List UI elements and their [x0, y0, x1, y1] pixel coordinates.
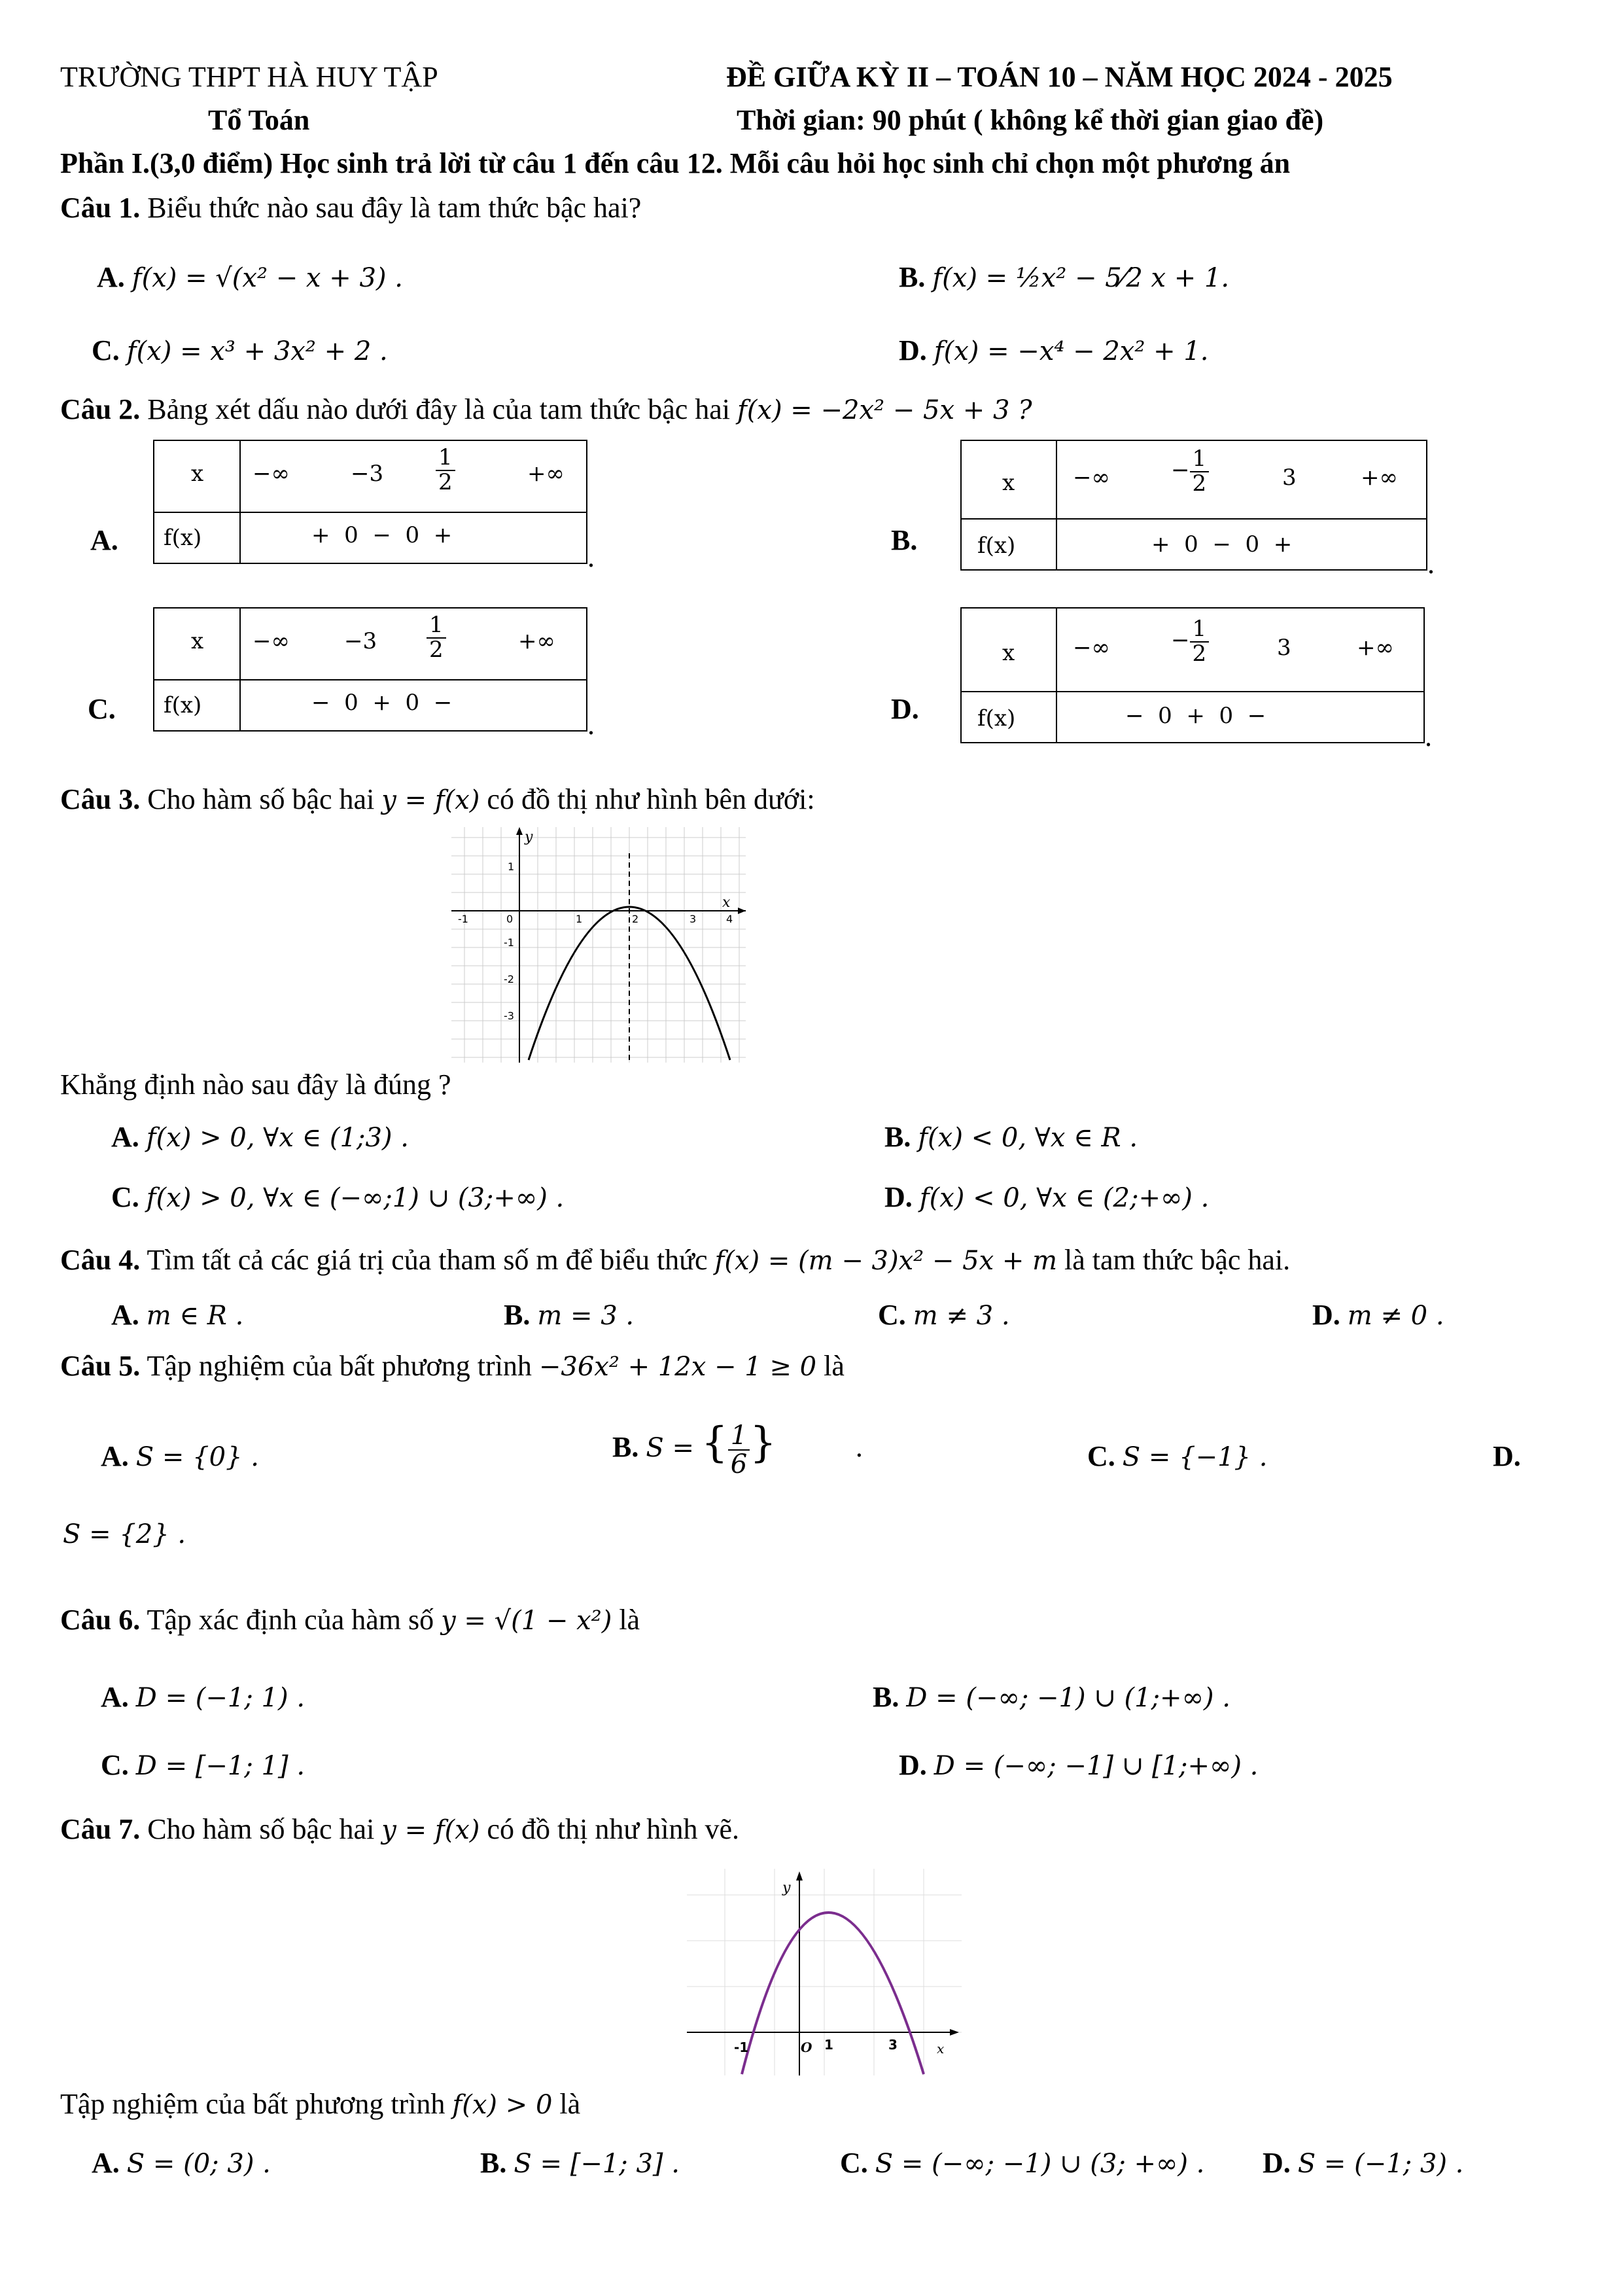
- option-label: A.: [111, 1121, 139, 1153]
- table-cell: + 0 − 0 +: [311, 522, 453, 548]
- tick-label: 4: [726, 913, 733, 925]
- x-axis-arrow-icon: [738, 908, 746, 914]
- q7-graph: [687, 1869, 962, 2075]
- tick-label: 2: [632, 913, 639, 925]
- question-4: [60, 1243, 1290, 1277]
- question-label: Câu 1.: [60, 192, 141, 224]
- question-text: Tập nghiệm của bất phương trình: [147, 1350, 532, 1382]
- option-label: D.: [899, 334, 927, 366]
- question-text: Tìm tất cả các giá trị của tham số m để biểu thức: [147, 1244, 708, 1276]
- option-text: D = (−∞; −1] ∪ [1;+∞) .: [934, 1751, 1259, 1781]
- question-text: Cho hàm số bậc hai: [147, 1813, 375, 1845]
- q4-option-d: [1312, 1298, 1444, 1332]
- sign-table-a: [153, 440, 587, 564]
- table-cell: −3: [344, 628, 377, 654]
- question-text: Bảng xét dấu nào dưới đây là của tam thức bậc hai: [147, 393, 731, 425]
- table-cell: − 0 + 0 −: [1125, 703, 1266, 729]
- option-text: f(x) = −x⁴ − 2x² + 1.: [934, 336, 1209, 366]
- question-text: là tam thức bậc hai.: [1064, 1244, 1291, 1276]
- question-text: Tập nghiệm của bất phương trình: [60, 2088, 445, 2120]
- question-expr: f(x) = −2x² − 5x + 3 ?: [737, 395, 1032, 425]
- option-label: C.: [840, 2147, 868, 2179]
- table-cell: $\frac{1}{2}$: [427, 614, 446, 662]
- option-text: f(x) = √(x² − x + 3) .: [131, 263, 403, 293]
- q6-option-b: [873, 1680, 1230, 1714]
- option-text: D = (−1; 1) .: [135, 1683, 305, 1713]
- table-header-fx: f(x): [977, 705, 1016, 732]
- question-expr: y = f(x): [381, 785, 480, 815]
- table-cell: 3: [1277, 635, 1291, 661]
- q2-option-a-label: A.: [90, 524, 118, 556]
- q5-option-d: [63, 1517, 186, 1550]
- table-cell: + 0 − 0 +: [1151, 531, 1293, 557]
- question-expr: y = f(x): [381, 1815, 480, 1845]
- option-text: S =: [646, 1433, 694, 1463]
- option-label: D.: [1493, 1440, 1521, 1472]
- option-text: S = {−1} .: [1122, 1442, 1268, 1472]
- option-label: D.: [1263, 2147, 1291, 2179]
- q3-option-c: [111, 1180, 564, 1214]
- table-cell: +∞: [518, 628, 555, 654]
- option-label: B.: [504, 1299, 531, 1331]
- q6-option-d: [899, 1748, 1258, 1782]
- tick-label: -1: [458, 913, 468, 925]
- q3-option-a: [111, 1120, 409, 1154]
- option-label: C.: [111, 1181, 139, 1213]
- option-text: f(x) = ½x² − 5⁄2 x + 1.: [932, 263, 1230, 293]
- question-label: Câu 2.: [60, 393, 141, 425]
- x-label: x: [937, 2041, 945, 2057]
- question-2: [60, 393, 1032, 426]
- q3-question: Khẳng định nào sau đây là đúng ?: [60, 1069, 451, 1101]
- q3-option-b: [884, 1120, 1138, 1154]
- option-text: D = (−∞; −1) ∪ (1;+∞) .: [906, 1683, 1230, 1713]
- question-expr: f(x) = (m − 3)x² − 5x + m: [714, 1246, 1058, 1276]
- q1-option-c: [92, 334, 388, 367]
- option-text: m = 3 .: [537, 1301, 635, 1331]
- option-text: S = (0; 3) .: [126, 2149, 271, 2179]
- tick-label: -1: [734, 2040, 749, 2055]
- question-5: [60, 1349, 845, 1383]
- question-expr: y = √(1 − x²): [441, 1606, 612, 1636]
- sign-table-c: [153, 607, 587, 732]
- option-label: A.: [101, 1681, 129, 1713]
- tick-label: 1: [824, 2037, 833, 2053]
- q2-option-b-label: B.: [891, 524, 918, 556]
- option-label: B.: [899, 261, 926, 293]
- table-header-x: x: [191, 628, 204, 654]
- table-header-fx: f(x): [164, 525, 202, 551]
- x-label: x: [722, 894, 731, 911]
- exam-title: ĐỀ GIỮA KỲ II – TOÁN 10 – NĂM HỌC 2024 - 2025: [726, 61, 1393, 93]
- part1-title: Phần I.(3,0 điểm) Học sinh trả lời từ câu 1 đến câu 12. Mỗi câu hỏi học sinh chỉ chọn một phương án: [60, 147, 1291, 179]
- y-label: y: [525, 829, 533, 845]
- table-header-fx: f(x): [977, 533, 1016, 559]
- q1-option-b: [899, 260, 1229, 294]
- question-text: Tập xác định của hàm số: [147, 1604, 434, 1636]
- table-cell: +∞: [1357, 635, 1394, 661]
- option-text: S = [−1; 3] .: [514, 2149, 680, 2179]
- q7-option-d: [1263, 2146, 1463, 2180]
- question-label: Câu 3.: [60, 783, 141, 815]
- question-text: là: [619, 1604, 640, 1636]
- exam-time: Thời gian: 90 phút ( không kể thời gian giao đề): [737, 104, 1324, 136]
- option-text: m ∈ R .: [146, 1301, 244, 1331]
- question-3: [60, 783, 815, 816]
- table-cell: −∞: [1073, 635, 1110, 661]
- q3-grid: [451, 827, 746, 1063]
- option-text: f(x) < 0, ∀x ∈ (2;+∞) .: [919, 1183, 1210, 1213]
- option-label: C.: [878, 1299, 906, 1331]
- option-label: C.: [1087, 1440, 1115, 1472]
- table-cell: 3: [1282, 465, 1297, 491]
- question-expr: −36x² + 12x − 1 ≥ 0: [538, 1352, 817, 1382]
- option-label: B.: [873, 1681, 899, 1713]
- table-cell: $\frac{1}{2}$: [436, 446, 455, 494]
- option-label: D.: [1312, 1299, 1340, 1331]
- option-text: f(x) = x³ + 3x² + 2 .: [126, 336, 388, 366]
- option-label: A.: [101, 1440, 129, 1472]
- q5-option-c: [1087, 1439, 1267, 1473]
- q4-option-a: [111, 1298, 243, 1332]
- question-1: [60, 191, 641, 224]
- question-text: Biểu thức nào sau đây là tam thức bậc hai?: [147, 192, 642, 224]
- tick-label: -1: [504, 936, 514, 949]
- q7-option-a: [92, 2146, 271, 2180]
- q3-option-d: [884, 1180, 1209, 1214]
- q7-option-c: [840, 2146, 1204, 2180]
- option-label: A.: [97, 261, 125, 293]
- q1-option-d: [899, 334, 1209, 367]
- fraction: $\frac{1}{6}$: [728, 1422, 750, 1478]
- option-label: B.: [612, 1431, 639, 1463]
- sign-table-d: [960, 607, 1425, 743]
- sign-table-b: [960, 440, 1427, 571]
- option-text: f(x) > 0, ∀x ∈ (1;3) .: [146, 1123, 409, 1153]
- q5-option-a: [101, 1439, 259, 1473]
- option-text: m ≠ 3 .: [913, 1301, 1010, 1331]
- tick-label: O: [801, 2040, 812, 2055]
- option-text: D = [−1; 1] .: [135, 1751, 305, 1781]
- option-text: S = {2} .: [63, 1519, 186, 1549]
- q4-option-b: [504, 1298, 634, 1332]
- question-6: [60, 1603, 640, 1636]
- table-header-x: x: [1002, 470, 1015, 496]
- school-name: TRƯỜNG THPT HÀ HUY TẬP: [60, 61, 438, 93]
- table-cell: −∞: [253, 628, 290, 654]
- tick-label: 3: [888, 2037, 898, 2053]
- option-label: A.: [92, 2147, 120, 2179]
- table-cell: +∞: [527, 461, 565, 487]
- option-label: A.: [111, 1299, 139, 1331]
- option-text: S = (−1; 3) .: [1297, 2149, 1464, 2179]
- option-text: m ≠ 0 .: [1347, 1301, 1444, 1331]
- q7-question: [60, 2087, 580, 2121]
- q1-option-a: [97, 260, 403, 294]
- q6-option-a: [101, 1680, 305, 1714]
- tick-label: 0: [506, 913, 514, 925]
- tick-label: 1: [576, 913, 583, 925]
- question-text: Cho hàm số bậc hai: [147, 783, 375, 815]
- q7-option-b: [480, 2146, 680, 2180]
- option-label: D.: [884, 1181, 913, 1213]
- question-label: Câu 6.: [60, 1604, 141, 1636]
- table-cell: − $\frac{1}{2}$: [1171, 448, 1209, 495]
- option-text: f(x) > 0, ∀x ∈ (−∞;1) ∪ (3;+∞) .: [146, 1183, 565, 1213]
- q5-option-b: B. S = { $\frac{1}{6}$ } .: [612, 1419, 863, 1479]
- tick-label: -2: [504, 973, 514, 985]
- table-cell: −∞: [1073, 465, 1110, 491]
- question-text: là: [559, 2088, 581, 2120]
- question-label: Câu 4.: [60, 1244, 141, 1276]
- q5-option-d-label: [1493, 1439, 1521, 1473]
- table-cell: +∞: [1361, 465, 1398, 491]
- question-text: là: [824, 1350, 845, 1382]
- option-label: B.: [480, 2147, 507, 2179]
- option-text: S = (−∞; −1) ∪ (3; +∞) .: [875, 2149, 1205, 2179]
- q3-graph: [451, 827, 746, 1063]
- question-expr: f(x) > 0: [452, 2090, 553, 2120]
- question-label: Câu 7.: [60, 1813, 141, 1845]
- question-text: có đồ thị như hình vẽ.: [487, 1813, 740, 1845]
- table-cell: − $\frac{1}{2}$: [1171, 618, 1209, 665]
- tick-label: -3: [504, 1010, 514, 1022]
- table-header-x: x: [1002, 640, 1015, 666]
- q2-option-c-label: C.: [88, 693, 116, 725]
- q6-option-c: [101, 1748, 305, 1782]
- department: Tổ Toán: [208, 104, 310, 136]
- q4-option-c: [878, 1298, 1010, 1332]
- q2-option-d-label: D.: [891, 693, 919, 725]
- tick-label: 1: [508, 860, 515, 873]
- question-label: Câu 5.: [60, 1350, 141, 1382]
- y-axis-arrow-icon: [796, 1871, 803, 1881]
- y-label: y: [782, 1880, 791, 1896]
- question-text: có đồ thị như hình bên dưới:: [487, 783, 815, 815]
- question-7: [60, 1812, 739, 1846]
- table-cell: −3: [351, 461, 384, 487]
- option-label: B.: [884, 1121, 911, 1153]
- option-text: S = {0} .: [135, 1442, 259, 1472]
- y-axis-arrow-icon: [516, 827, 523, 835]
- option-label: C.: [92, 334, 120, 366]
- table-header-x: x: [191, 461, 204, 487]
- table-cell: −∞: [253, 461, 290, 487]
- option-label: D.: [899, 1749, 927, 1781]
- option-text: f(x) < 0, ∀x ∈ R .: [918, 1123, 1138, 1153]
- table-header-fx: f(x): [164, 692, 202, 718]
- option-label: C.: [101, 1749, 129, 1781]
- table-cell: − 0 + 0 −: [311, 690, 453, 716]
- x-axis-arrow-icon: [950, 2029, 959, 2036]
- tick-label: 3: [689, 913, 697, 925]
